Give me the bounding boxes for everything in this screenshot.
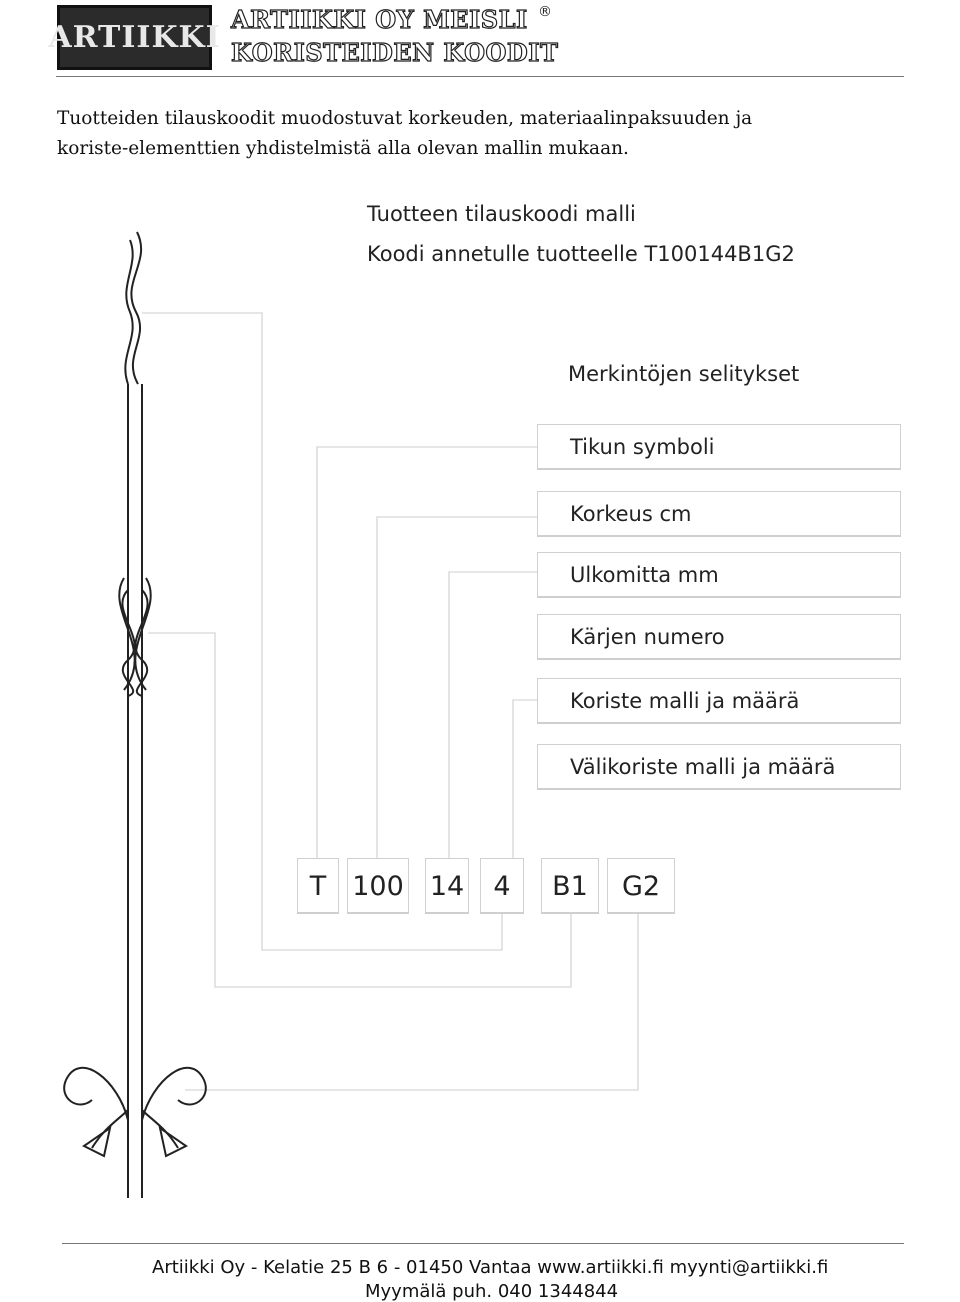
page-title: ARTIIKKI OY MEISLI (231, 5, 528, 34)
legend-label-height: Korkeus cm (537, 491, 901, 537)
footer-divider (62, 1243, 904, 1244)
code-segment-spacer: G2 (607, 858, 675, 914)
legend-label-stick-symbol: Tikun symboli (537, 424, 901, 470)
legend-label-spacer-ornament: Välikoriste malli ja määrä (537, 744, 901, 790)
diagram-heading: Tuotteen tilauskoodi malli (367, 202, 636, 226)
logo-text: ARTIIKKI (48, 20, 221, 55)
footer-phone-line: Myymälä puh. 040 1344844 (365, 1281, 619, 1302)
intro-line-1: Tuotteiden tilauskoodit muodostuvat korkeuden, materiaalinpaksuuden ja (57, 108, 753, 129)
legend-label-outer-size: Ulkomitta mm (537, 552, 901, 598)
code-segment-ornament: B1 (541, 858, 599, 914)
legend-label-ornament: Koriste malli ja määrä (537, 678, 901, 724)
code-segment-size: 14 (425, 858, 469, 914)
baluster-drawing (64, 232, 206, 1198)
registered-mark: ® (538, 4, 552, 20)
code-segment-stick: T (297, 858, 339, 914)
intro-line-2: koriste-elementtien yhdistelmistä alla olevan mallin mukaan. (57, 138, 629, 159)
page-subtitle: KORISTEIDEN KOODIT (231, 38, 559, 67)
footer-contact-line: Artiikki Oy - Kelatie 25 B 6 - 01450 Vantaa www.artiikki.fi myynti@artiikki.fi (152, 1257, 829, 1278)
example-code-text: Koodi annetulle tuotteelle T100144B1G2 (367, 242, 795, 266)
legend-title: Merkintöjen selitykset (568, 362, 800, 386)
code-segment-tip: 4 (480, 858, 524, 914)
code-segment-height: 100 (347, 858, 409, 914)
legend-label-tip-number: Kärjen numero (537, 614, 901, 660)
